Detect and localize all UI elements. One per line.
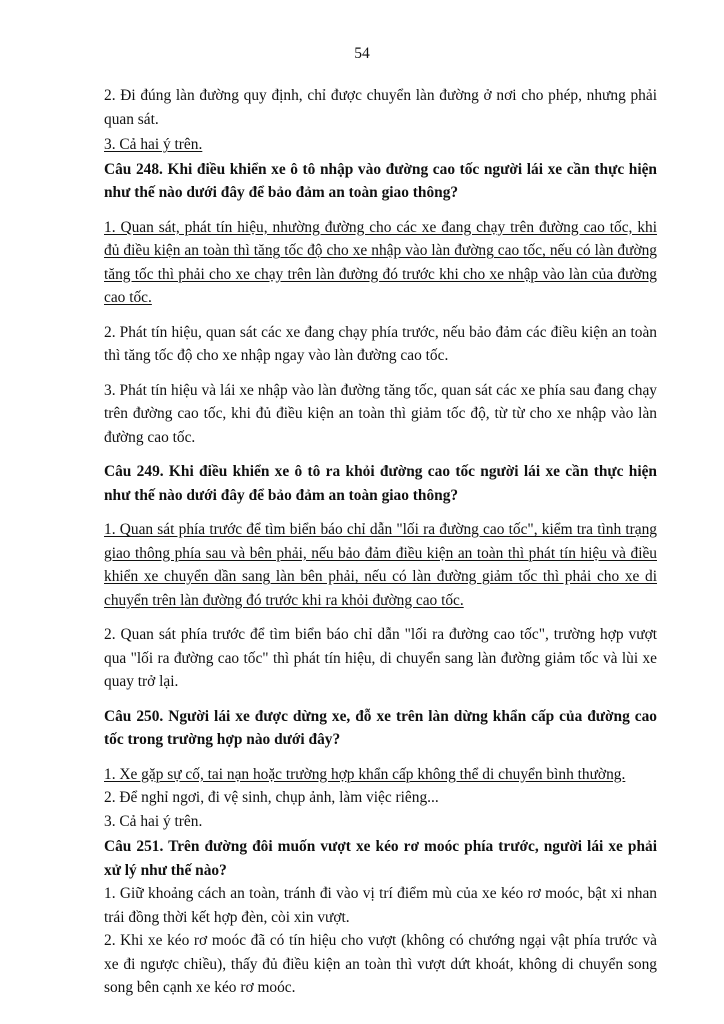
answer-option: 2. Quan sát phía trước để tìm biển báo chỉ dẫn "lối ra đường cao tốc", trường hợp vượt qua "lối ra đường cao tốc" thì phát tín hiệu, di chuyển sang làn đường giảm tốc và lùi xe quay trở lại.: [104, 626, 657, 690]
question-251: Câu 251. Trên đường đôi muốn vượt xe kéo rơ moóc phía trước, người lái xe phải xử lý như thế nào?: [104, 838, 657, 879]
answer-option: 1. Giữ khoảng cách an toàn, tránh đi vào vị trí điểm mù của xe kéo rơ moóc, bật xi nhan trái đồng thời kết hợp đèn, còi xin vượt.: [104, 885, 657, 926]
answer-option: 3. Phát tín hiệu và lái xe nhập vào làn đường tăng tốc, quan sát các xe phía sau đang chạy trên đường cao tốc, khi đủ điều kiện an toàn thì giảm tốc độ, từ từ cho xe nhập vào làn đường cao tốc.: [104, 381, 657, 446]
question-248: Câu 248. Khi điều khiển xe ô tô nhập vào đường cao tốc người lái xe cần thực hiện như thế nào dưới đây để bảo đảm an toàn giao thông?: [104, 160, 657, 201]
answer-option: 2. Đi đúng làn đường quy định, chỉ được chuyển làn đường ở nơi cho phép, nhưng phải quan sát.: [104, 87, 657, 128]
answer-option-correct: 1. Quan sát, phát tín hiệu, nhường đường cho các xe đang chạy trên đường cao tốc, khi đủ điều kiện an toàn thì tăng tốc độ cho xe nhập vào làn đường cao tốc, nếu có làn đường tăng tốc thì phải cho xe chạy trên làn đường đó trước khi cho xe nhập vào làn của đường cao tốc.: [104, 218, 657, 306]
question-249: Câu 249. Khi điều khiển xe ô tô ra khỏi đường cao tốc người lái xe cần thực hiện như thế nào dưới đây để bảo đảm an toàn giao thông?: [104, 463, 657, 504]
document-body: [104, 84, 657, 1000]
question-250: Câu 250. Người lái xe được dừng xe, đỗ xe trên làn dừng khẩn cấp của đường cao tốc trong trường hợp nào dưới đây?: [104, 707, 657, 748]
answer-option: 2. Phát tín hiệu, quan sát các xe đang chạy phía trước, nếu bảo đảm các điều kiện an toàn thì tăng tốc độ cho xe nhập ngay vào làn đường cao tốc.: [104, 323, 657, 364]
answer-option-correct: 1. Quan sát phía trước để tìm biển báo chỉ dẫn "lối ra đường cao tốc", kiểm tra tình trạng giao thông phía sau và bên phải, nếu bảo đảm điều kiện an toàn thì phát tín hiệu và điều khiển xe chuyển dần sang làn bên phải, nếu có làn đường giảm tốc thì phải cho xe di chuyển trên làn đường đó trước khi ra khỏi đường cao tốc.: [104, 521, 657, 609]
answer-option-correct: 3. Cả hai ý trên.: [104, 136, 203, 153]
answer-option: 2. Để nghỉ ngơi, đi vệ sinh, chụp ảnh, làm việc riêng...: [104, 789, 439, 806]
answer-option: 2. Khi xe kéo rơ moóc đã có tín hiệu cho vượt (không có chướng ngại vật phía trước và xe đi ngược chiều), thấy đủ điều kiện an toàn thì vượt dứt khoát, không di chuyển song song bên cạnh xe kéo rơ moóc.: [104, 932, 657, 996]
answer-option: 3. Cả hai ý trên.: [104, 812, 203, 830]
answer-option-correct: 1. Xe gặp sự cố, tai nạn hoặc trường hợp khẩn cấp không thể di chuyển bình thường.: [104, 765, 626, 783]
page-number: 54: [354, 45, 370, 62]
